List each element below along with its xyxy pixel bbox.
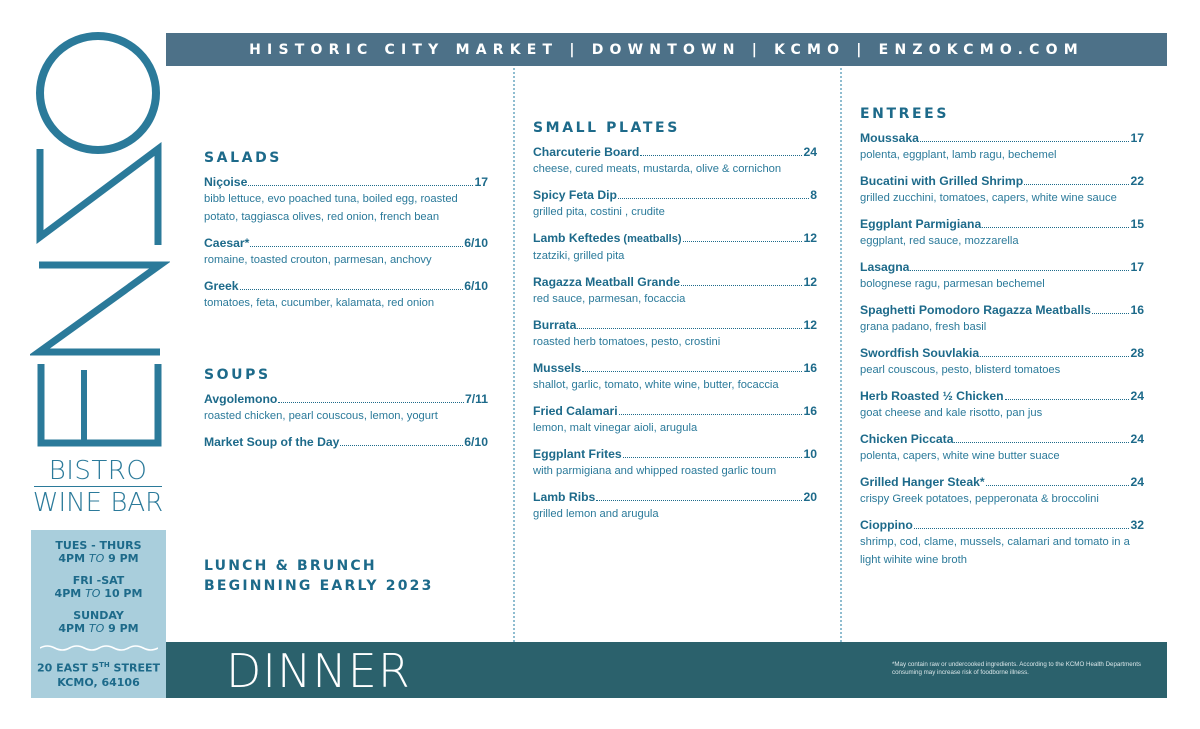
- dot-leader: [681, 285, 802, 286]
- item-price: 17: [1130, 260, 1144, 274]
- section-title: SOUPS: [204, 367, 271, 383]
- bistro-label: BISTRO: [48, 456, 148, 486]
- address-street: 20 EAST 5TH STREET: [37, 661, 160, 675]
- promo-line: LUNCH & BRUNCH: [204, 558, 377, 574]
- dot-leader: [1092, 313, 1130, 314]
- menu-item: [860, 345, 1144, 379]
- menu-item: [204, 278, 488, 312]
- item-description: polenta, capers, white wine butter suace: [860, 450, 1060, 462]
- promo-line: BEGINNING EARLY 2023: [204, 578, 434, 594]
- item-description: shrimp, cod, clame, mussels, calamari and tomato in a light wihite wine broth: [860, 536, 1130, 566]
- item-description: pearl couscous, pesto, blisterd tomatoes: [860, 364, 1061, 376]
- hours-time: 4PM TO 9 PM: [58, 552, 139, 565]
- menu-item: [533, 144, 817, 178]
- menu-item: [860, 431, 1144, 465]
- dot-leader: [910, 270, 1129, 271]
- item-name: Greek: [204, 279, 239, 293]
- meal-title: DINNER: [226, 644, 411, 698]
- item-description: bibb lettuce, evo poached tuna, boiled egg, roasted potato, taggiasca olives, red onion, french bean: [204, 193, 458, 223]
- item-name: Niçoise: [204, 175, 248, 189]
- item-description: polenta, eggplant, lamb ragu, bechemel: [860, 149, 1057, 161]
- item-description: roasted chicken, pearl couscous, lemon, yogurt: [204, 410, 438, 422]
- section-title: SMALL PLATES: [533, 120, 680, 136]
- item-name: Ragazza Meatball Grande: [533, 275, 680, 289]
- dot-leader: [623, 457, 803, 458]
- item-price: 17: [1130, 131, 1144, 145]
- item-description: red sauce, parmesan, focaccia: [533, 293, 686, 305]
- soups-section: [204, 367, 488, 459]
- dot-leader: [340, 445, 463, 446]
- item-price: 12: [803, 231, 817, 245]
- item-description: roasted herb tomatoes, pesto, crostini: [533, 336, 721, 348]
- enzo-logo: [30, 30, 170, 450]
- dot-leader: [954, 442, 1129, 443]
- item-price: 20: [803, 490, 817, 504]
- item-description: eggplant, red sauce, mozzarella: [860, 235, 1019, 247]
- item-price: 32: [1130, 518, 1144, 532]
- dot-leader: [986, 485, 1130, 486]
- column-divider: [840, 68, 842, 642]
- item-price: 24: [1130, 475, 1144, 489]
- section-title: SALADS: [204, 150, 282, 166]
- dot-leader: [240, 289, 464, 290]
- item-name: Mussels: [533, 361, 582, 375]
- item-price: 6/10: [464, 236, 488, 250]
- dot-leader: [248, 185, 473, 186]
- item-name: Chicken Piccata: [860, 432, 954, 446]
- column-divider: [513, 68, 515, 642]
- dot-leader: [980, 356, 1129, 357]
- menu-item: [860, 517, 1144, 569]
- menu-item: [204, 235, 488, 269]
- menu-item: [533, 187, 817, 221]
- menu-item: [533, 360, 817, 394]
- menu-item: [860, 388, 1144, 422]
- item-price: 16: [803, 404, 817, 418]
- dot-leader: [278, 402, 464, 403]
- wine-bar-label: WINE BAR: [32, 488, 164, 518]
- item-price: 6/10: [464, 435, 488, 449]
- item-description: goat cheese and kale risotto, pan jus: [860, 407, 1043, 419]
- item-name: Caesar*: [204, 236, 250, 250]
- item-price: 10: [803, 447, 817, 461]
- item-name: Spaghetti Pomodoro Ragazza Meatballs: [860, 303, 1091, 317]
- promo-announcement: [204, 556, 434, 596]
- item-name: Avgolemono: [204, 392, 278, 406]
- menu-item: [860, 173, 1144, 207]
- dot-leader: [618, 198, 809, 199]
- item-description: crispy Greek potatoes, pepperonata & broccolini: [860, 493, 1099, 505]
- small-plates-section: [533, 120, 817, 532]
- item-name: Bucatini with Grilled Shrimp: [860, 174, 1024, 188]
- item-name: Lasagna: [860, 260, 910, 274]
- menu-item: [533, 489, 817, 523]
- item-price: 24: [1130, 389, 1144, 403]
- menu-item: [204, 174, 488, 226]
- address-city: KCMO, 64106: [57, 675, 140, 689]
- dot-leader: [914, 528, 1130, 529]
- item-description: grilled pita, costini , crudite: [533, 206, 665, 218]
- item-name: Eggplant Parmigiana: [860, 217, 982, 231]
- hours-days: FRI -SAT: [72, 574, 125, 587]
- item-name: Moussaka: [860, 131, 919, 145]
- menu-item: [204, 434, 488, 450]
- item-price: 8: [810, 188, 817, 202]
- item-price: 17: [474, 175, 488, 189]
- item-name: Charcuterie Board: [533, 145, 640, 159]
- item-name: Spicy Feta Dip: [533, 188, 617, 202]
- item-name: Swordfish Souvlakia: [860, 346, 980, 360]
- item-name: Lamb Ribs: [533, 490, 596, 504]
- top-banner: [166, 33, 1167, 66]
- dot-leader: [582, 371, 802, 372]
- item-name: Grilled Hanger Steak*: [860, 475, 985, 489]
- item-price: 16: [803, 361, 817, 375]
- item-description: with parmigiana and whipped roasted garlic toum: [533, 465, 777, 477]
- hours-panel: [31, 530, 166, 698]
- menu-item: [860, 259, 1144, 293]
- item-description: bolognese ragu, parmesan bechemel: [860, 278, 1045, 290]
- section-title: ENTREES: [860, 106, 950, 122]
- dot-leader: [640, 155, 802, 156]
- brand-subtitle: [28, 456, 168, 519]
- item-price: 28: [1130, 346, 1144, 360]
- item-price: 12: [803, 318, 817, 332]
- item-name: Lamb Keftedes (meatballs): [533, 231, 682, 245]
- item-price: 24: [1130, 432, 1144, 446]
- item-price: 12: [803, 275, 817, 289]
- item-description: grilled lemon and arugula: [533, 508, 659, 520]
- hours-days: TUES - THURS: [55, 539, 142, 552]
- item-description: lemon, malt vinegar aioli, arugula: [533, 422, 698, 434]
- dot-leader: [1005, 399, 1130, 400]
- item-description: grilled zucchini, tomatoes, capers, white wine sauce: [860, 192, 1117, 204]
- menu-item: [860, 474, 1144, 508]
- dot-leader: [596, 500, 802, 501]
- menu-item: [533, 446, 817, 480]
- menu-item: [533, 403, 817, 437]
- item-name: Herb Roasted ½ Chicken: [860, 389, 1004, 403]
- item-price: 22: [1130, 174, 1144, 188]
- wave-divider-icon: [40, 644, 158, 652]
- item-price: 15: [1130, 217, 1144, 231]
- item-price: 24: [803, 145, 817, 159]
- item-name: Cioppino: [860, 518, 913, 532]
- menu-item: [533, 230, 817, 265]
- item-description: romaine, toasted crouton, parmesan, anchovy: [204, 254, 432, 266]
- enzo-logo-mark: [30, 30, 170, 450]
- dot-leader: [250, 246, 463, 247]
- dot-leader: [1024, 184, 1129, 185]
- item-description: tzatziki, grilled pita: [533, 250, 625, 262]
- hours-fri-sat: [31, 574, 166, 600]
- address: [31, 658, 166, 690]
- item-price: 6/10: [464, 279, 488, 293]
- menu-item: [860, 130, 1144, 164]
- salads-section: [204, 150, 488, 321]
- hours-sunday: [31, 609, 166, 635]
- entrees-section: [860, 106, 1144, 578]
- item-description: shallot, garlic, tomato, white wine, butter, focaccia: [533, 379, 779, 391]
- banner-text: HISTORIC CITY MARKET | DOWNTOWN | KCMO | ENZOKCMO.COM: [249, 41, 1084, 58]
- item-name: Burrata: [533, 318, 577, 332]
- hours-time: 4PM TO 9 PM: [58, 622, 139, 635]
- item-description: tomatoes, feta, cucumber, kalamata, red onion: [204, 297, 435, 309]
- menu-item: [533, 317, 817, 351]
- menu-item: [860, 216, 1144, 250]
- health-disclaimer: *May contain raw or undercooked ingredients. According to the KCMO Health Departments consuming may increase risk of foodborne illness.: [892, 661, 1142, 676]
- item-price: 16: [1130, 303, 1144, 317]
- item-description: cheese, cured meats, mustarda, olive & cornichon: [533, 163, 782, 175]
- item-price: 7/11: [464, 392, 488, 406]
- item-name: Market Soup of the Day: [204, 435, 340, 449]
- item-name: Eggplant Frites: [533, 447, 622, 461]
- dot-leader: [920, 141, 1130, 142]
- bottom-banner: [166, 642, 1167, 698]
- menu-item: [204, 391, 488, 425]
- dot-leader: [982, 227, 1129, 228]
- menu-item: [860, 302, 1144, 336]
- hours-tues-thurs: [31, 539, 166, 565]
- menu-item: [533, 274, 817, 308]
- dot-leader: [683, 241, 803, 242]
- hours-days: SUNDAY: [73, 609, 124, 622]
- dot-leader: [619, 414, 803, 415]
- dot-leader: [577, 328, 802, 329]
- item-name: Fried Calamari: [533, 404, 618, 418]
- hours-time: 4PM TO 10 PM: [54, 587, 143, 600]
- item-description: grana padano, fresh basil: [860, 321, 987, 333]
